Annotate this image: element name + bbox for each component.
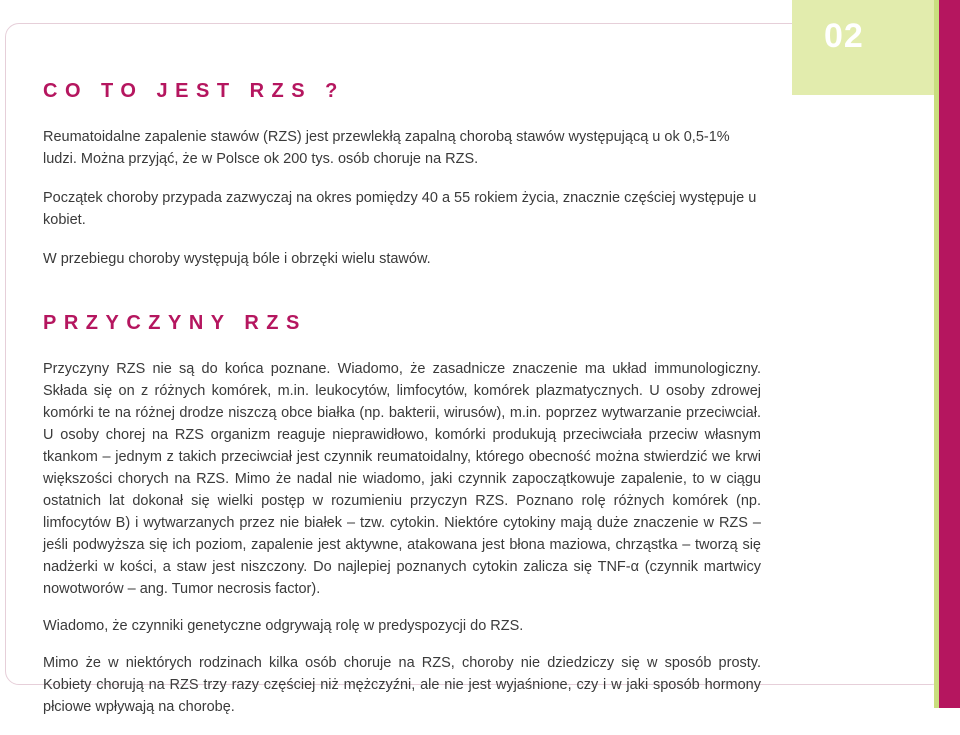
paragraph-genetics: Wiadomo, że czynniki genetyczne odgrywają rolę w predyspozycji do RZS. <box>43 618 524 634</box>
paragraph-symptoms: W przebiegu choroby występują bóle i obrzęki wielu stawów. <box>43 251 431 267</box>
paragraph-heredity: Mimo że w niektórych rodzinach kilka osób choruje na RZS, choroby nie dziedziczy się w sposób prosty. Kobiety chorują na RZS trzy razy częściej niż mężczyźni, ale nie jest wyjaśnione, czy i w jaki sposób hormony płciowe wpływają na chorobę. <box>43 655 761 715</box>
page-number: 02 <box>824 17 864 55</box>
edge-bar-magenta <box>939 0 960 708</box>
document-content <box>43 78 761 735</box>
section-heading-causes: PRZYCZYNY RZS <box>43 312 307 334</box>
paragraph-immune-system: Przyczyny RZS nie są do końca poznane. Wiadomo, że zasadnicze znaczenie ma układ immunologiczny. Składa się on z różnych komórek, m.in. leukocytów, limfocytów, komórek plazmatycznych. U osoby zdrowej komórki te na różnej drodze niszczą obce białka (np. bakterii, wirusów), m.in. poprzez wytwarzanie przeciwciał. U osoby chorej na RZS organizm reaguje nieprawidłowo, komórki produkują przeciwciała przeciw własnym tkankom – jednym z takich przeciwciał jest czynnik reumatoidalny, którego obecność można stwierdzić we krwi większości chorych na RZS. Mimo że nadal nie wiadomo, jaki czynnik zapoczątkowuje zapalenie, to w ciągu ostatnich lat dokonał się wielki postęp w rozumieniu przyczyn RZS. Poznano rolę różnych komórek (np. limfocytów B) i wytwarzanych przez nie białek – tzw. cytokin. Niektóre cytokiny mają duże znaczenie w RZS – jeśli podwyższa się ich poziom, zapalenie jest aktywne, atakowana jest błona maziowa, chrząstka – tworzą się nadżerki w kości, a staw jest niszczony. Do najlepiej poznanych cytokin zalicza się TNF-α (czynnik martwicy nowotworów – ang. Tumor necrosis factor). <box>43 361 761 597</box>
section-heading-what-is-rzs: CO TO JEST RZS ? <box>43 80 345 102</box>
paragraph-onset: Początek choroby przypada zazwyczaj na okres pomiędzy 40 a 55 rokiem życia, znacznie częściej występuje u kobiet. <box>43 190 757 228</box>
paragraph-definition: Reumatoidalne zapalenie stawów (RZS) jest przewlekłą zapalną chorobą stawów występującą u ok 0,5-1% ludzi. Można przyjąć, że w Polsce ok 200 tys. osób choruje na RZS. <box>43 129 730 167</box>
